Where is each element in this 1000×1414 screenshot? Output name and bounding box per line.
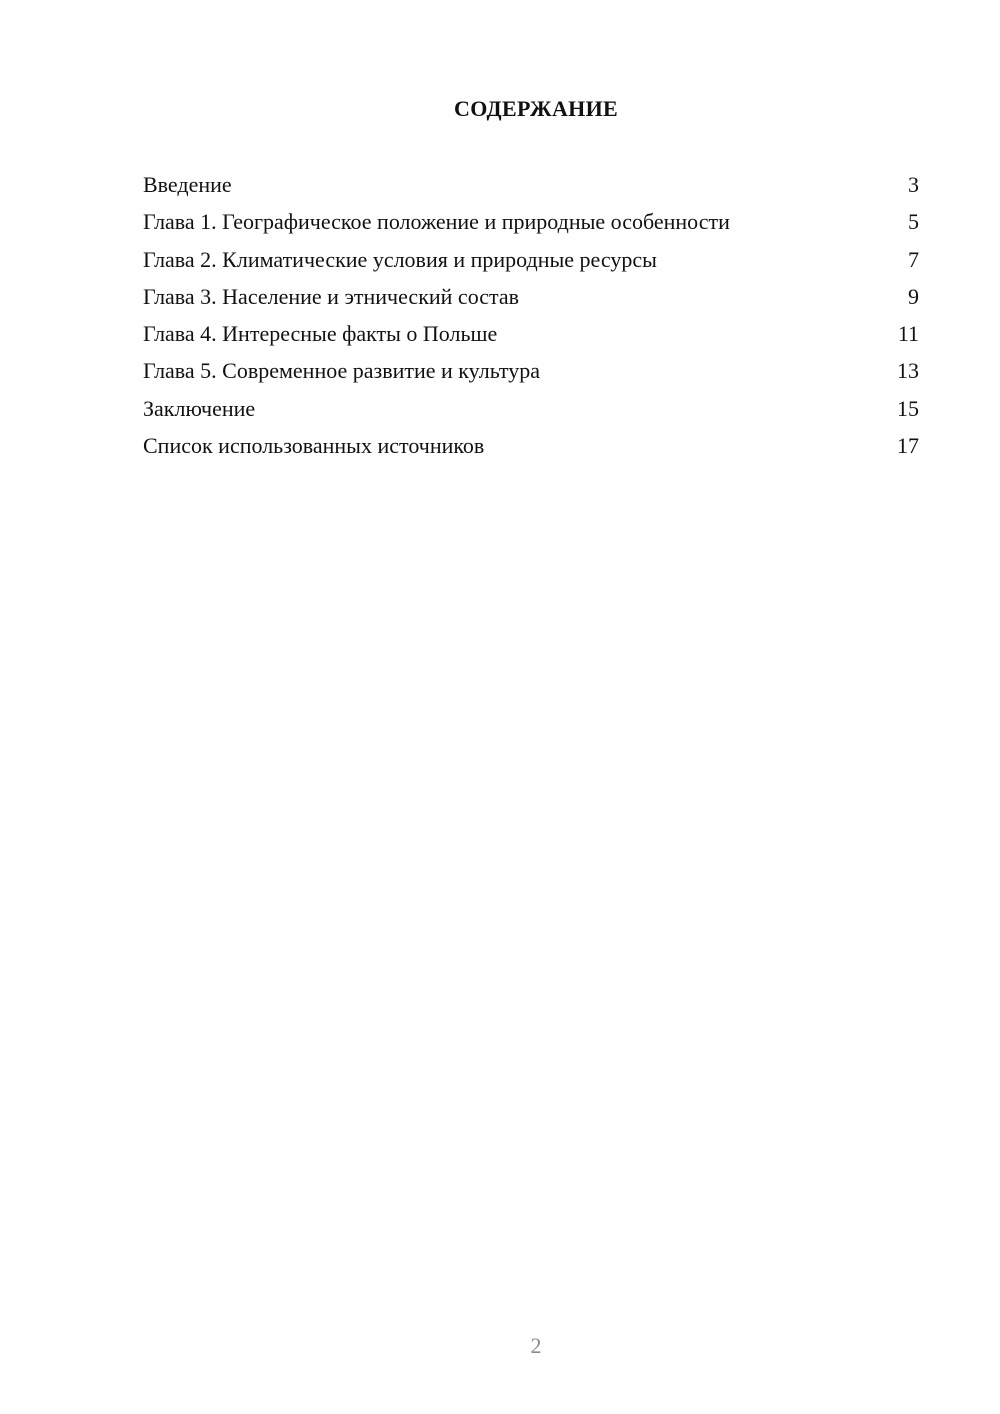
toc-entry-page: 13 — [897, 358, 919, 384]
toc-entry-chapter-1[interactable] — [143, 207, 919, 244]
toc-entry-chapter-5[interactable] — [143, 356, 919, 393]
toc-entry-references[interactable] — [143, 431, 919, 468]
toc-entry-page: 9 — [908, 283, 919, 309]
toc-entry-label: Список использованных источников — [143, 433, 485, 459]
page-title: СОДЕРЖАНИЕ — [454, 96, 618, 121]
toc-entry-introduction[interactable] — [143, 170, 919, 207]
toc-entry-page: 7 — [908, 246, 919, 272]
toc-entry-chapter-3[interactable] — [143, 282, 919, 319]
toc-entry-page: 3 — [908, 172, 919, 197]
page-number: 2 — [530, 1333, 542, 1358]
table-of-contents — [143, 170, 919, 468]
toc-entry-chapter-2[interactable] — [143, 245, 919, 282]
toc-entry-label: Введение — [143, 172, 232, 197]
toc-entry-label: Глава 5. Современное развитие и культура — [143, 358, 540, 384]
toc-entry-label: Глава 3. Население и этнический состав — [143, 283, 520, 309]
toc-entry-label: Заключение — [143, 395, 256, 421]
toc-entry-label: Глава 4. Интересные факты о Польше — [143, 321, 498, 347]
toc-entry-page: 15 — [897, 395, 919, 421]
toc-entry-label: Глава 2. Климатические условия и природные ресурсы — [143, 246, 657, 272]
toc-entry-page: 17 — [897, 433, 919, 459]
toc-entry-page: 11 — [897, 321, 919, 347]
toc-entry-chapter-4[interactable] — [143, 319, 919, 356]
toc-entry-page: 5 — [908, 209, 919, 235]
toc-entry-label: Глава 1. Географическое положение и природные особенности — [143, 209, 730, 235]
toc-entry-conclusion[interactable] — [143, 394, 919, 431]
